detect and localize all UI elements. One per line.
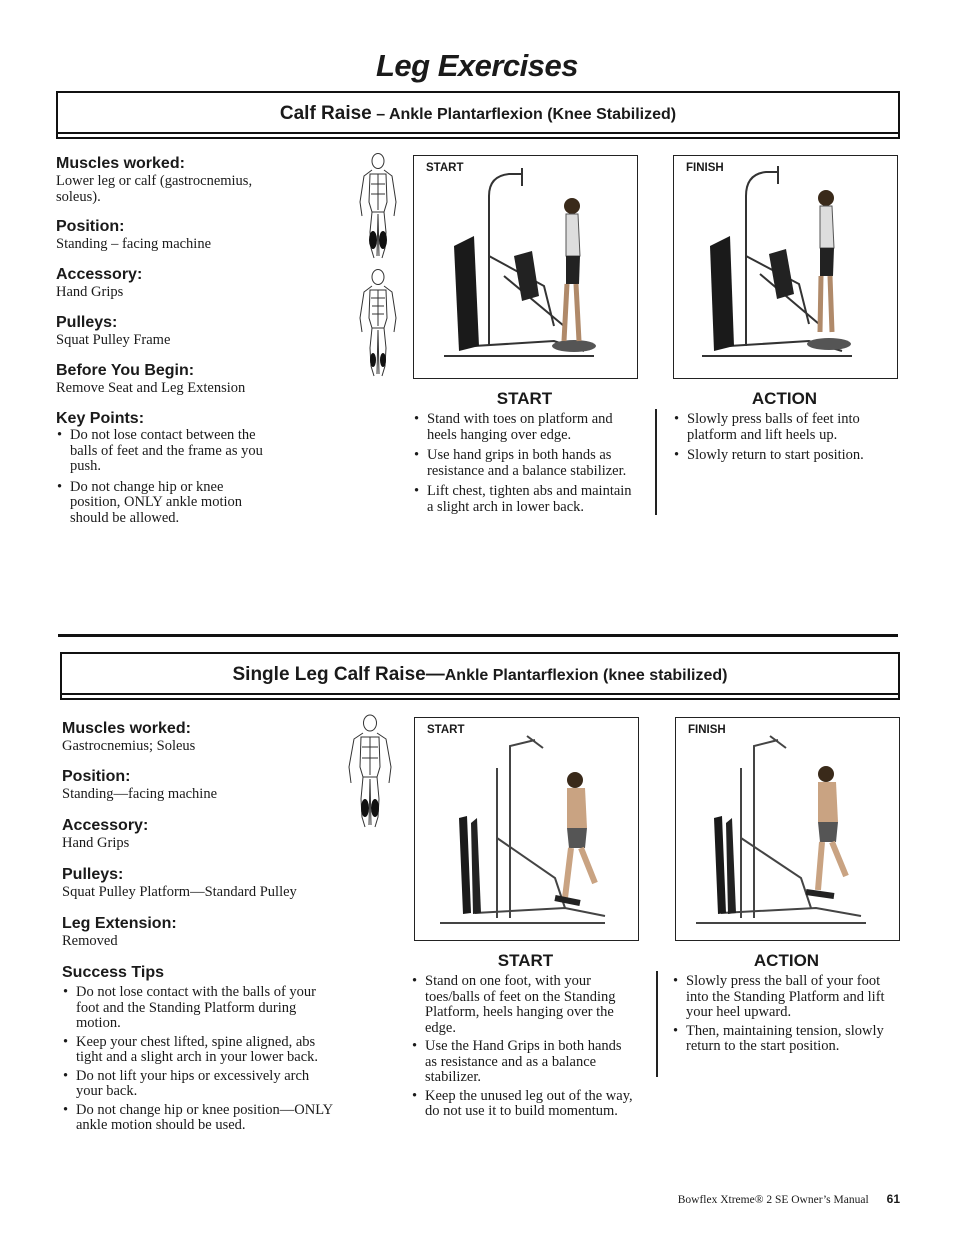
position-label: Position: bbox=[56, 218, 125, 235]
section2-action-list bbox=[672, 974, 887, 1060]
position-label: Position: bbox=[62, 768, 131, 785]
column-divider bbox=[655, 409, 657, 515]
success-tips-list bbox=[62, 985, 337, 1134]
start-step: • Stand with toes on platform and heels hanging over edge. bbox=[413, 412, 633, 443]
section-divider bbox=[58, 634, 898, 637]
section2-start-heading: START bbox=[497, 951, 554, 970]
success-tip: • Do not lift your hips or excessively arch your back. bbox=[62, 1069, 337, 1100]
action-step: • Slowly return to start position. bbox=[673, 448, 898, 464]
muscles-worked-value: Lower leg or calf (gastrocnemius, soleus). bbox=[56, 173, 253, 205]
muscles-worked-label: Muscles worked: bbox=[56, 155, 185, 172]
photo-tag: FINISH bbox=[686, 162, 724, 174]
action-step: • Slowly press balls of feet into platform and lift heels up. bbox=[673, 412, 898, 443]
column-divider bbox=[656, 971, 658, 1077]
section1-start-heading: START bbox=[496, 389, 553, 408]
key-points-label: Key Points: bbox=[56, 410, 145, 427]
section1-title: Calf Raise bbox=[279, 103, 372, 124]
machine-illustration bbox=[414, 156, 637, 378]
section1-action-list bbox=[673, 412, 898, 469]
manual-name: Bowflex Xtreme® 2 SE Owner’s Manual bbox=[677, 1194, 869, 1206]
section2-subtitle: Ankle Plantarflexion (knee stabilized) bbox=[444, 667, 728, 684]
section1-info bbox=[56, 155, 296, 531]
start-step: • Lift chest, tighten abs and maintain a slight arch in lower back. bbox=[413, 484, 633, 515]
section1-subtitle: – Ankle Plantarflexion (Knee Stabilized) bbox=[371, 106, 677, 123]
key-point: • Do not change hip or knee position, ONLY ankle motion should be allowed. bbox=[56, 480, 271, 527]
photo-tag: START bbox=[426, 162, 464, 174]
leg-extension-value: Removed bbox=[62, 933, 118, 949]
position-value: Standing—facing machine bbox=[62, 786, 218, 802]
photo-tag: FINISH bbox=[688, 724, 726, 736]
section2-action-heading: ACTION bbox=[753, 951, 820, 970]
start-step: • Stand on one foot, with your toes/balls of feet on the Standing Platform, heels hanging over the edge. bbox=[411, 974, 636, 1036]
muscle-diagram-front bbox=[356, 268, 400, 380]
section2-finish-photo bbox=[675, 717, 900, 941]
accessory-label: Accessory: bbox=[62, 817, 149, 834]
section1-start-photo bbox=[413, 155, 638, 379]
start-step: • Keep the unused leg out of the way, do not use it to build momentum. bbox=[411, 1089, 636, 1120]
section1-action-heading: ACTION bbox=[751, 389, 818, 408]
page-footer bbox=[678, 1192, 900, 1206]
pulleys-label: Pulleys: bbox=[62, 866, 124, 883]
success-tip: • Keep your chest lifted, spine aligned, abs tight and a slight arch in your lower back. bbox=[62, 1035, 337, 1066]
accessory-label: Accessory: bbox=[56, 266, 143, 283]
pulleys-label: Pulleys: bbox=[56, 314, 118, 331]
action-step: • Slowly press the ball of your foot into the Standing Platform and lift your heel upward. bbox=[672, 974, 887, 1021]
leg-extension-label: Leg Extension: bbox=[62, 915, 177, 932]
page-number: 61 bbox=[886, 1192, 900, 1206]
section1-banner bbox=[56, 91, 900, 139]
page-title: Leg Exercises bbox=[375, 48, 579, 83]
before-you-begin-value: Remove Seat and Leg Extension bbox=[56, 380, 246, 396]
muscles-worked-label: Muscles worked: bbox=[62, 720, 191, 737]
muscle-diagram-back bbox=[356, 152, 400, 262]
pulleys-value: Squat Pulley Platform—Standard Pulley bbox=[62, 884, 297, 900]
start-step: • Use the Hand Grips in both hands as resistance and as a balance stabilizer. bbox=[411, 1039, 636, 1086]
position-value: Standing – facing machine bbox=[56, 236, 212, 252]
before-you-begin-label: Before You Begin: bbox=[56, 362, 195, 379]
photo-tag: START bbox=[427, 724, 465, 736]
success-tips-label: Success Tips bbox=[62, 964, 164, 981]
success-tip: • Do not lose contact with the balls of your foot and the Standing Platform during motion. bbox=[62, 985, 337, 1032]
pulleys-value: Squat Pulley Frame bbox=[56, 332, 171, 348]
muscle-diagram-back bbox=[345, 713, 395, 831]
key-points-list bbox=[56, 428, 271, 526]
muscles-worked-value: Gastrocnemius; Soleus bbox=[62, 738, 196, 754]
section2-banner bbox=[60, 652, 900, 700]
section2-info bbox=[62, 720, 342, 1139]
accessory-value: Hand Grips bbox=[56, 284, 124, 300]
section2-start-list bbox=[411, 974, 636, 1125]
machine-illustration bbox=[676, 718, 899, 940]
action-step: • Then, maintaining tension, slowly return to the start position. bbox=[672, 1024, 887, 1055]
section1-finish-photo bbox=[673, 155, 898, 379]
accessory-value: Hand Grips bbox=[62, 835, 130, 851]
machine-illustration bbox=[415, 718, 638, 940]
section1-start-list bbox=[413, 412, 633, 520]
section2-start-photo bbox=[414, 717, 639, 941]
machine-illustration bbox=[674, 156, 897, 378]
section2-title: Single Leg Calf Raise— bbox=[232, 664, 445, 685]
start-step: • Use hand grips in both hands as resistance and a balance stabilizer. bbox=[413, 448, 633, 479]
success-tip: • Do not change hip or knee position—ONLY ankle motion should be used. bbox=[62, 1103, 337, 1134]
key-point: • Do not lose contact between the balls of feet and the frame as you push. bbox=[56, 428, 271, 475]
